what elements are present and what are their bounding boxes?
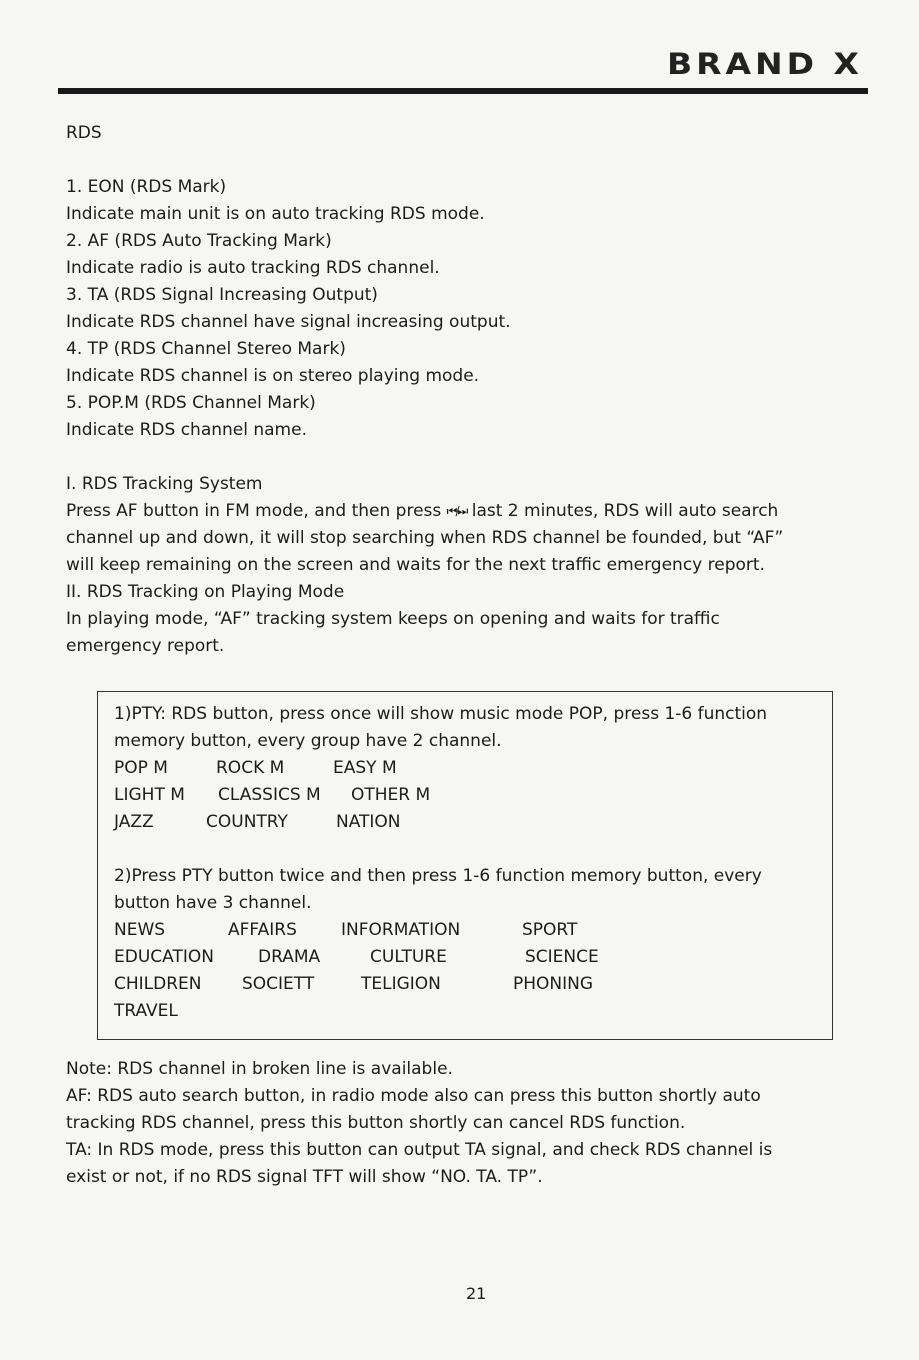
note-line: TA: In RDS mode, press this button can output TA signal, and check RDS channel is bbox=[66, 1140, 773, 1160]
tracking-line-1 bbox=[66, 498, 783, 525]
music-mode-cell: JAZZ bbox=[114, 812, 154, 832]
tracking-title-1: I. RDS Tracking System bbox=[66, 474, 263, 494]
list-item: 4. TP (RDS Channel Stereo Mark) bbox=[66, 339, 346, 359]
channel-type-cell: CULTURE bbox=[370, 947, 447, 967]
note-line: exist or not, if no RDS signal TFT will show “NO. TA. TP”. bbox=[66, 1167, 543, 1187]
music-mode-cell: NATION bbox=[336, 812, 401, 832]
channel-type-cell: AFFAIRS bbox=[228, 920, 297, 940]
list-item: Indicate RDS channel have signal increasing output. bbox=[66, 312, 511, 332]
music-mode-cell: OTHER M bbox=[351, 785, 431, 805]
pty-p1-line-1: 1)PTY: RDS button, press once will show music mode POP, press 1-6 function bbox=[114, 704, 768, 724]
music-mode-cell: LIGHT M bbox=[114, 785, 185, 805]
tracking-section bbox=[66, 471, 783, 660]
channel-type-cell: TELIGION bbox=[361, 974, 441, 994]
tracking-line-1-post: last 2 minutes, RDS will auto search bbox=[466, 501, 779, 521]
tracking-line-1-pre: Press AF button in FM mode, and then press bbox=[66, 501, 447, 521]
channel-type-cell: DRAMA bbox=[258, 947, 321, 967]
pty-p2-line-1: 2)Press PTY button twice and then press 1-6 function memory button, every bbox=[114, 866, 762, 886]
channel-type-cell: NEWS bbox=[114, 920, 166, 940]
page-number: 21 bbox=[466, 1284, 487, 1303]
pty-p1-line-2: memory button, every group have 2 channel. bbox=[114, 731, 502, 751]
list-item: 3. TA (RDS Signal Increasing Output) bbox=[66, 285, 378, 305]
channel-type-cell: SOCIETT bbox=[242, 974, 315, 994]
note-line: tracking RDS channel, press this button shortly can cancel RDS function. bbox=[66, 1113, 686, 1133]
tracking-line-4: In playing mode, “AF” tracking system keeps on opening and waits for traffic bbox=[66, 609, 720, 629]
tracking-line-5: emergency report. bbox=[66, 636, 225, 656]
channel-type-cell: INFORMATION bbox=[341, 920, 461, 940]
brand-logo: BRAND X bbox=[666, 45, 863, 82]
music-mode-cell: CLASSICS M bbox=[218, 785, 321, 805]
tracking-line-3: will keep remaining on the screen and waits for the next traffic emergency report. bbox=[66, 555, 765, 575]
channel-type-cell: SPORT bbox=[522, 920, 578, 940]
header-rule bbox=[58, 88, 868, 94]
pty-paragraph-2 bbox=[114, 863, 762, 917]
note-line: AF: RDS auto search button, in radio mode also can press this button shortly auto bbox=[66, 1086, 761, 1106]
channel-type-cell: EDUCATION bbox=[114, 947, 214, 967]
list-item: 5. POP.M (RDS Channel Mark) bbox=[66, 393, 316, 413]
pty-p2-line-2: button have 3 channel. bbox=[114, 893, 312, 913]
list-item: Indicate radio is auto tracking RDS channel. bbox=[66, 258, 440, 278]
tracking-title-2: II. RDS Tracking on Playing Mode bbox=[66, 582, 345, 602]
channel-type-cell: TRAVEL bbox=[114, 1001, 178, 1021]
notes-section bbox=[66, 1056, 772, 1191]
list-item: Indicate main unit is on auto tracking RDS mode. bbox=[66, 204, 485, 224]
music-mode-cell: POP M bbox=[114, 758, 168, 778]
music-mode-cell: ROCK M bbox=[216, 758, 285, 778]
pty-paragraph-1 bbox=[114, 701, 767, 755]
channel-type-cell: CHILDREN bbox=[114, 974, 202, 994]
note-line: Note: RDS channel in broken line is available. bbox=[66, 1059, 453, 1079]
list-item: 1. EON (RDS Mark) bbox=[66, 177, 227, 197]
list-item: Indicate RDS channel is on stereo playing mode. bbox=[66, 366, 480, 386]
section-title: RDS bbox=[66, 123, 102, 143]
channel-type-cell: SCIENCE bbox=[525, 947, 599, 967]
music-mode-cell: COUNTRY bbox=[206, 812, 288, 832]
list-item: 2. AF (RDS Auto Tracking Mark) bbox=[66, 231, 332, 251]
tracking-line-2: channel up and down, it will stop searching when RDS channel be founded, but “AF” bbox=[66, 528, 784, 548]
channel-type-cell: PHONING bbox=[513, 974, 594, 994]
rds-indicator-list bbox=[66, 174, 511, 444]
skip-prev-next-icon: ⏮/⏭ bbox=[446, 504, 467, 518]
music-mode-cell: EASY M bbox=[333, 758, 397, 778]
list-item: Indicate RDS channel name. bbox=[66, 420, 307, 440]
pty-info-box bbox=[97, 691, 833, 1040]
